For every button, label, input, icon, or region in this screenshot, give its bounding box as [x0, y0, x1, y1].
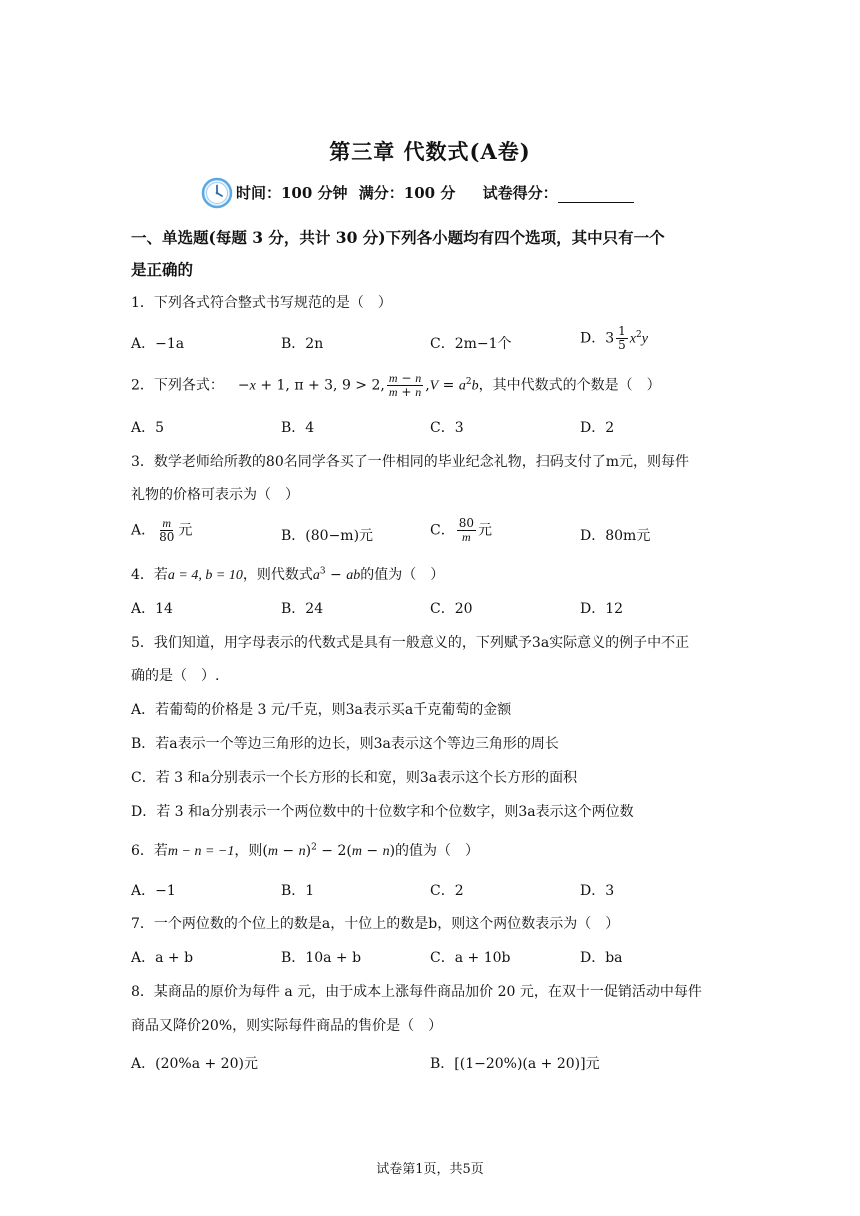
time-label: 时间：100 分钟: [236, 184, 348, 202]
q4-option-c[interactable]: C．20: [430, 601, 473, 617]
q3-b-prefix: B．: [281, 528, 306, 544]
question-7-stem: 7．一个两位数的个位上的数是a，十位上的数是b，则这个两位数表示为（ ）: [131, 916, 620, 932]
question-2-stem: 2．下列各式： −x + 1, π + 3, 9 > 2, $\frac{m - n}{m + n}$ $,V = a^2b$，其中代数式的个数是（ ）: [131, 371, 661, 399]
q3-d-prefix: D．: [580, 528, 606, 544]
q8-option-b[interactable]: B．[(1−20%)(a + 20)]元: [430, 1056, 600, 1072]
score-blank[interactable]: [558, 188, 634, 203]
q6-option-c[interactable]: C．2: [430, 883, 464, 899]
q1-c-text: 2m−1个: [454, 336, 512, 352]
question-8-line2: 商品又降价20%，则实际每件商品的售价是（ ）: [131, 1018, 443, 1034]
q4-condition: a = 4, b = 10: [167, 568, 243, 583]
q1-a-text: −1a: [155, 336, 185, 352]
q2-stem-prefix: 2．下列各式：: [131, 377, 224, 394]
q6-stem-mid: ，则: [234, 843, 263, 859]
q4-option-b[interactable]: B．24: [281, 601, 324, 617]
q8-option-a[interactable]: A．(20%a + 20)元: [131, 1056, 258, 1072]
q4-stem-suffix: ，则代数式: [242, 567, 313, 583]
section-heading: 一、单选题(每题 3 分，共计 30 分)下列各小题均有四个选项，其中只有一个: [131, 228, 665, 247]
question-1-stem: 1．下列各式符合整式书写规范的是（ ）: [131, 295, 392, 311]
q5-option-b[interactable]: B．若a表示一个等边三角形的边长，则3a表示这个等边三角形的周长: [131, 736, 559, 752]
q5-option-c[interactable]: C．若 3 和a分别表示一个长方形的长和宽，则3a表示这个长方形的面积: [131, 770, 578, 786]
q1-c-prefix: C．: [430, 336, 455, 352]
q6-stem-end: 的值为（ ）: [395, 843, 480, 859]
question-8-line1: 8．某商品的原价为每件 a 元，由于成本上涨每件商品加价 20 元，在双十一促销活动中每件: [131, 984, 702, 1000]
q2-option-c[interactable]: C．3: [430, 420, 464, 436]
question-4-stem: 4．若a = 4, b = 10，则代数式$a^3$ − ab的值为（ ）: [131, 566, 445, 583]
q3-b-text: (80−m)元: [305, 528, 374, 544]
q1-d-fraction: $\frac{1}{5}$: [618, 324, 626, 352]
q3-option-a[interactable]: [131, 517, 192, 544]
question-5-line2: 确的是（ ）.: [131, 668, 220, 684]
q3-option-b[interactable]: [281, 525, 373, 545]
q3-d-text: 80m元: [605, 528, 651, 544]
question-3-line2: 礼物的价格可表示为（ ）: [131, 487, 299, 503]
q2-option-b[interactable]: B．4: [281, 420, 315, 436]
q1-option-a[interactable]: [131, 333, 184, 353]
q6-option-b[interactable]: B．1: [281, 883, 315, 899]
question-5-line1: 5．我们知道，用字母表示的代数式是具有一般意义的，下列赋予3a实际意义的例子中不正: [131, 635, 690, 651]
q3-c-unit: 元: [478, 522, 492, 539]
section-heading-cont: 是正确的: [131, 260, 194, 279]
q7-option-b[interactable]: B．10a + b: [281, 950, 362, 966]
question-3-line1: 3．数学老师给所教的80名同学各买了一件相同的毕业纪念礼物，扫码支付了m元，则每件: [131, 454, 689, 470]
q1-b-prefix: B．: [281, 336, 306, 352]
q6-option-a[interactable]: A．−1: [131, 883, 176, 899]
question-6-stem: 6．若m − n = −1，则$(m - n)^2 - 2(m - n)$的值为（ ）: [131, 842, 480, 859]
q4-option-a[interactable]: A．14: [131, 601, 173, 617]
q6-condition: m − n = −1: [167, 844, 235, 859]
q1-option-b[interactable]: [281, 333, 323, 353]
q3-c-fraction: $\frac{80}{m}$: [458, 516, 474, 544]
q7-option-a[interactable]: A．a + b: [131, 950, 194, 966]
q2-option-a[interactable]: A．5: [131, 420, 165, 436]
q1-option-d[interactable]: D．3 $\frac{1}{5}$ $x^2y$: [580, 324, 648, 352]
q2-fraction: $\frac{m - n}{m + n}$: [388, 371, 422, 399]
q2-option-d[interactable]: D．2: [580, 420, 615, 436]
q4-option-d[interactable]: D．12: [580, 601, 624, 617]
full-score-label: 满分：100 分: [358, 184, 456, 202]
page-footer: 试卷第1页，共5页: [376, 1162, 484, 1177]
q3-a-fraction: $\frac{m}{80}$: [159, 516, 175, 544]
q3-option-c[interactable]: [430, 517, 492, 544]
q1-a-prefix: A．: [131, 336, 156, 352]
q7-option-d[interactable]: D．ba: [580, 950, 623, 966]
page-title: 第三章 代数式(A卷): [329, 139, 531, 164]
q3-a-prefix: A．: [131, 522, 156, 539]
q1-d-prefix: D．: [580, 330, 606, 347]
q6-stem-prefix: 6．若: [131, 843, 168, 859]
score-label: 试卷得分：: [482, 184, 558, 202]
q3-option-d[interactable]: [580, 525, 650, 545]
q3-a-unit: 元: [178, 522, 193, 539]
q2-stem-suffix: ，其中代数式的个数是（ ）: [478, 377, 661, 394]
clock-icon: [201, 177, 233, 209]
q4-stem-end: 的值为（ ）: [360, 567, 445, 583]
q1-b-text: 2n: [305, 336, 324, 352]
q4-stem-prefix: 4．若: [131, 567, 168, 583]
q6-option-d[interactable]: D．3: [580, 883, 615, 899]
q7-option-c[interactable]: C．a + 10b: [430, 950, 511, 966]
q5-option-a[interactable]: A．若葡萄的价格是 3 元/千克，则3a表示买a千克葡萄的金额: [131, 702, 512, 718]
q5-option-d[interactable]: D．若 3 和a分别表示一个两位数中的十位数字和个位数字，则3a表示这个两位数: [131, 804, 634, 820]
q3-c-prefix: C．: [430, 522, 455, 539]
q1-option-c[interactable]: [430, 333, 512, 353]
exam-meta: [236, 182, 640, 203]
